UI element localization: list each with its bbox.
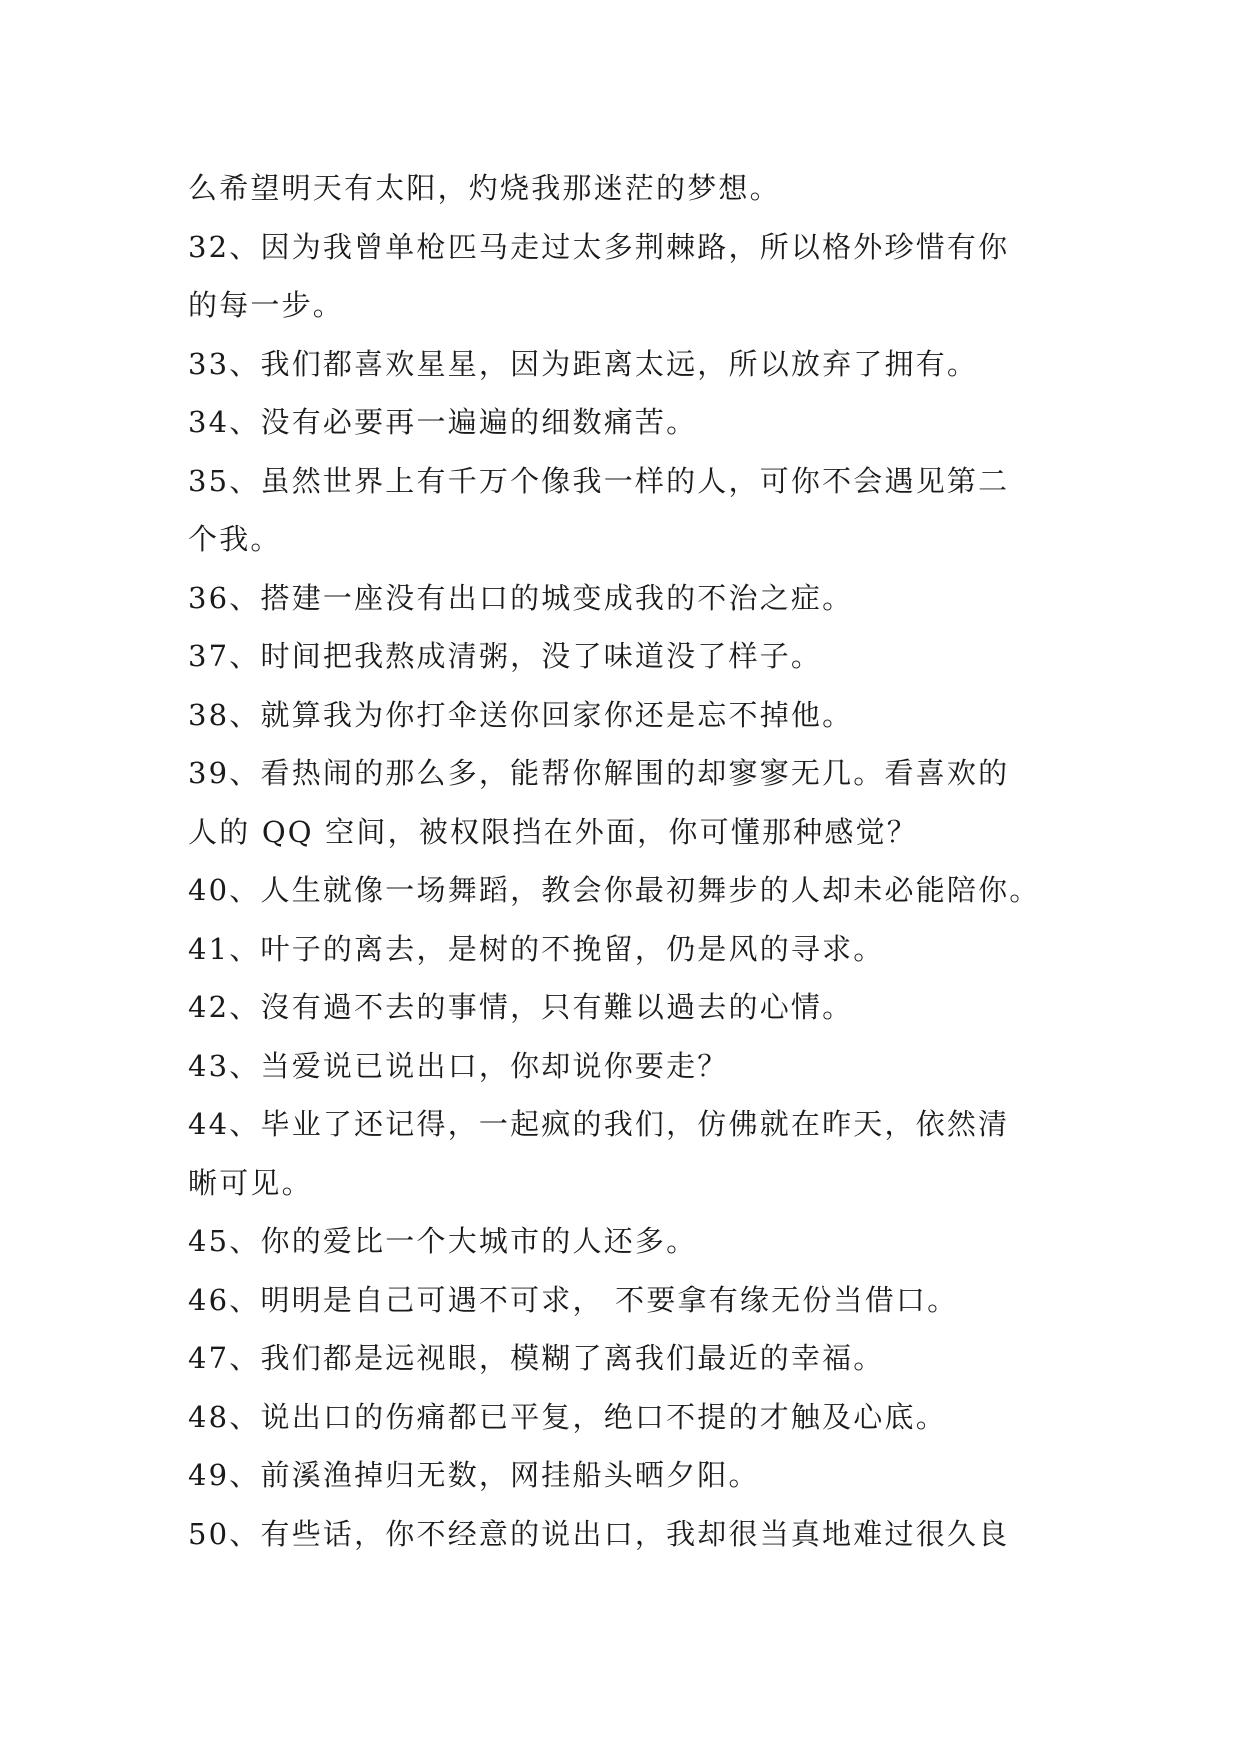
text-line: 41、叶子的离去，是树的不挽留，仍是风的寻求。 <box>188 931 885 966</box>
text-line: 40、人生就像一场舞蹈，教会你最初舞步的人却未必能陪你。 <box>188 873 1041 907</box>
text-line: 43、当爱说已说出口，你却说你要走？ <box>188 1048 729 1083</box>
text-line: 35、虽然世界上有千万个像我一样的人，可你不会遇见第二 <box>188 463 1010 498</box>
text-line: 晰可见。 <box>188 1165 313 1200</box>
text-line: 34、没有必要再一遍遍的细数痛苦。 <box>188 405 698 439</box>
text-line: 38、就算我为你打伞送你回家你还是忘不掉他。 <box>188 697 854 732</box>
text-line: 33、我们都喜欢星星，因为距离太远，所以放弃了拥有。 <box>188 346 979 381</box>
text-line: 44、毕业了还记得，一起疯的我们，仿佛就在昨天，依然清 <box>188 1107 1010 1141</box>
text-line: 的每一步。 <box>188 288 345 322</box>
text-line: 39、看热闹的那么多，能帮你解围的却寥寥无几。看喜欢的 <box>188 756 1010 790</box>
text-line: 个我。 <box>188 522 282 556</box>
text-line: 48、说出口的伤痛都已平复，绝口不提的才触及心底。 <box>188 1399 947 1434</box>
text-line: 36、搭建一座没有出口的城变成我的不治之症。 <box>188 580 854 615</box>
text-line: 49、前溪渔掉归无数，网挂船头晒夕阳。 <box>188 1458 760 1492</box>
text-line: 37、时间把我熬成清粥，没了味道没了样子。 <box>188 639 823 673</box>
text-line: 45、你的爱比一个大城市的人还多。 <box>188 1224 698 1258</box>
text-line: 42、沒有過不去的事情，只有難以過去的心情。 <box>188 990 854 1024</box>
text-line: 46、明明是自己可遇不可求， 不要拿有缘无份当借口。 <box>188 1282 959 1317</box>
text-line: 47、我们都是远视眼，模糊了离我们最近的幸福。 <box>188 1341 885 1375</box>
document-body <box>188 159 1068 1563</box>
text-line: 32、因为我曾单枪匹马走过太多荆棘路，所以格外珍惜有你 <box>188 229 1010 264</box>
text-line: 50、有些话，你不经意的说出口，我却很当真地难过很久良 <box>188 1516 1010 1551</box>
text-line: 么希望明天有太阳，灼烧我那迷茫的梦想。 <box>188 171 781 205</box>
text-line: 人的 QQ 空间，被权限挡在外面，你可懂那种感觉？ <box>188 814 918 849</box>
